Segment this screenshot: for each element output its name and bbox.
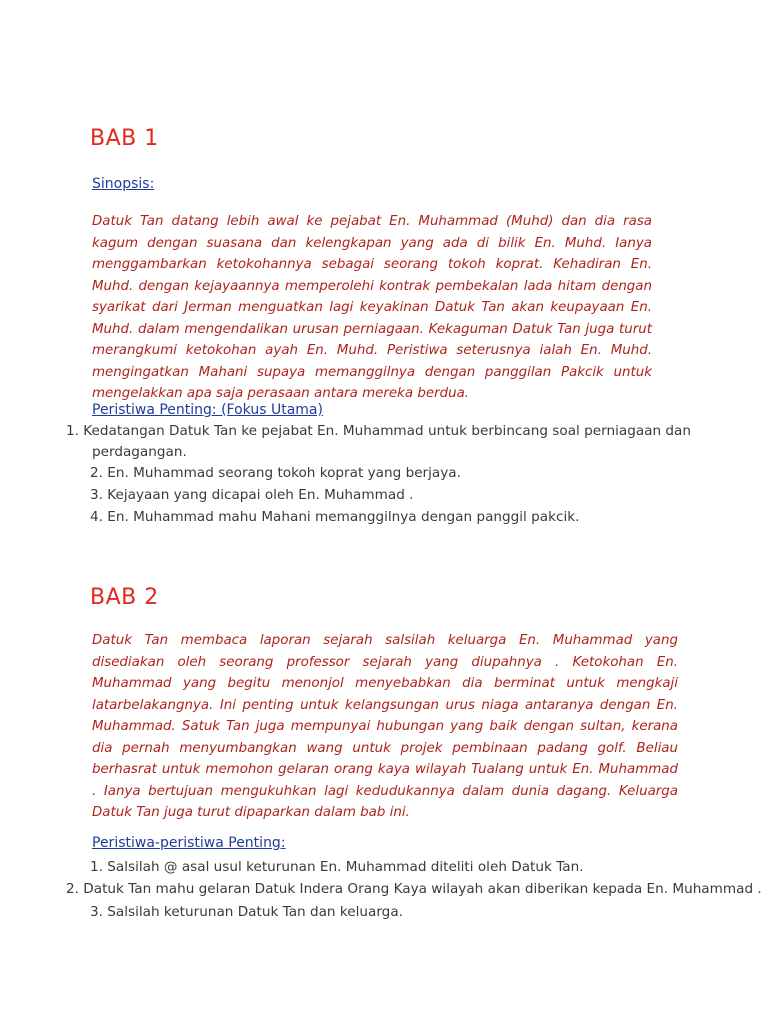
bab2-events-label: Peristiwa-peristiwa Penting: [92,835,286,851]
bab1-synopsis-paragraph: Datuk Tan datang lebih awal ke pejabat En. Muhammad (Muhd) dan dia rasa kagum dengan suasana dan kelengkapan yang ada di bilik En. Muhd. Ianya menggambarkan ketokohannya sebagai seorang tokoh koprat. Kehadiran En. Muhd. dengan kejayaannya memperolehi kontrak pembekalan lada hitam dengan syarikat dari Jerman menguatkan lagi keyakinan Datuk Tan akan keupayaan En. Muhd. dalam mengendalikan urusan perniagaan. Kekaguman Datuk Tan juga turut merangkumi ketokohan ayah En. Muhd. Peristiwa seterusnya ialah En. Muhd. mengingatkan Mahani supaya memanggilnya dengan panggilan Pakcik untuk mengelakkan apa saja perasaan antara mereka berdua. [92,214,652,401]
bab1-sinopsis-label: Sinopsis: [92,176,155,192]
bab1-event-item: 3. Kejayaan yang dicapai oleh En. Muhammad . [90,487,414,503]
bab1-event-item: 2. En. Muhammad seorang tokoh koprat yang berjaya. [90,465,461,481]
bab2-event-item: 2. Datuk Tan mahu gelaran Datuk Indera Orang Kaya wilayah akan diberikan kepada En. Muhammad . [66,881,762,897]
bab1-events-label: Peristiwa Penting: (Fokus Utama) [92,402,323,418]
bab1-heading: BAB 1 [90,126,159,151]
bab1-event-item: 4. En. Muhammad mahu Mahani memanggilnya dengan panggil pakcik. [90,509,580,525]
bab2-event-item: 3. Salsilah keturunan Datuk Tan dan keluarga. [90,904,403,920]
bab2-heading: BAB 2 [90,585,159,610]
bab2-synopsis-paragraph: Datuk Tan membaca laporan sejarah salsilah keluarga En. Muhammad yang disediakan oleh seorang professor sejarah yang diupahnya . Ketokohan En. Muhammad yang begitu menonjol menyebabkan dia berminat untuk mengkaji latarbelakangnya. Ini penting untuk kelangsungan urus niaga antaranya dengan En. Muhammad. Satuk Tan juga mempunyai hubungan yang baik dengan sultan, kerana dia pernah menyumbangkan wang untuk projek pembinaan padang golf. Beliau berhasrat untuk memohon gelaran orang kaya wilayah Tualang untuk En. Muhammad . Ianya bertujuan mengukuhkan lagi kedudukannya dalam dunia dagang. Keluarga Datuk Tan juga turut dipaparkan dalam bab ini. [92,633,678,820]
bab1-event-item: 1. Kedatangan Datuk Tan ke pejabat En. Muhammad untuk berbincang soal perniagaan dan [66,423,691,439]
bab1-event-item: perdagangan. [92,444,187,460]
bab2-event-item: 1. Salsilah @ asal usul keturunan En. Muhammad diteliti oleh Datuk Tan. [90,859,584,875]
